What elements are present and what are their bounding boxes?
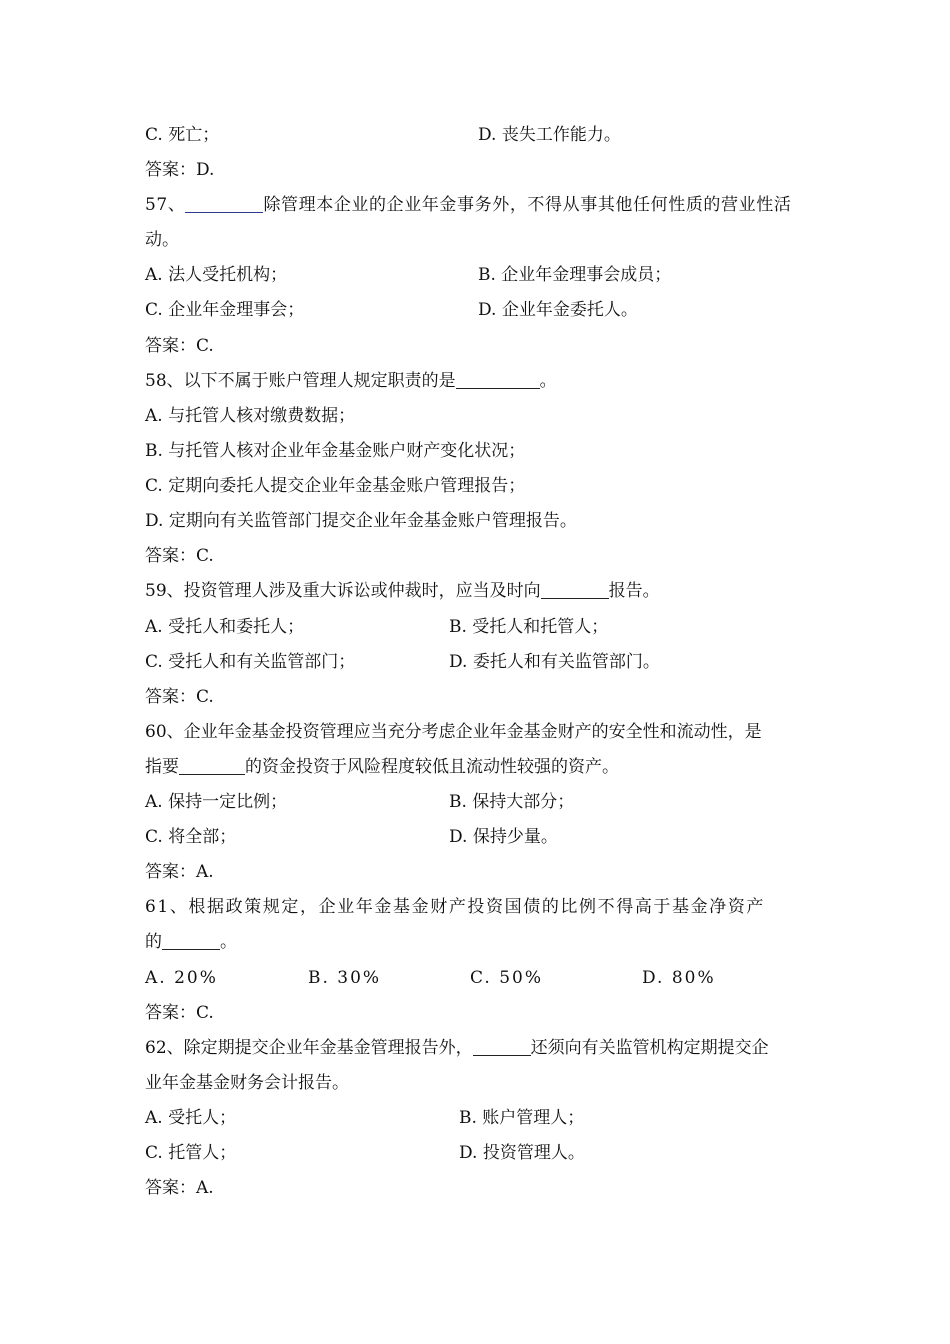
- q60-text-after: 的资金投资于风险程度较低且流动性较强的资产。: [245, 757, 619, 777]
- q61-text-before: 的: [145, 932, 162, 952]
- q58-answer: 答案：C.: [145, 546, 214, 566]
- q59-question: [145, 580, 845, 602]
- q62-text-before: 62、除定期提交企业年金基金管理报告外，: [145, 1038, 473, 1058]
- q57-option-d: D. 企业年金委托人。: [478, 300, 638, 320]
- q60-option-d: D. 保持少量。: [449, 827, 558, 847]
- q62-option-d: D. 投资管理人。: [459, 1143, 585, 1163]
- q61-option-d: D. 80%: [642, 968, 716, 988]
- q61-option-b: B. 30%: [308, 968, 382, 988]
- q58-option-c: C. 定期向委托人提交企业年金基金账户管理报告；: [145, 476, 526, 496]
- q57-text: 除管理本企业的企业年金事务外，不得从事其他任何性质的营业性活: [263, 195, 792, 215]
- q60-option-b: B. 保持大部分；: [449, 792, 575, 812]
- q62-question-line2: 业年金基金财务会计报告。: [145, 1073, 349, 1093]
- q62-text-after: 还须向有关监管机构定期提交企: [530, 1038, 769, 1058]
- q58-blank: [456, 370, 540, 389]
- q62-blank: [473, 1037, 531, 1056]
- q57-number: 57、: [145, 195, 186, 215]
- q59-option-b: B. 受托人和托管人；: [449, 617, 609, 637]
- q61-blank: [162, 931, 220, 950]
- q56-answer: 答案：D.: [145, 160, 215, 180]
- q62-option-b: B. 账户管理人；: [459, 1108, 585, 1128]
- q57-option-b: B. 企业年金理事会成员；: [478, 265, 672, 285]
- q59-option-c: C. 受托人和有关监管部门；: [145, 652, 356, 672]
- q56-option-d: D. 丧失工作能力。: [478, 125, 621, 145]
- q59-blank: [541, 580, 609, 599]
- q62-option-a: A. 受托人；: [145, 1108, 237, 1128]
- q60-blank: [179, 756, 245, 775]
- q59-option-a: A. 受托人和委托人；: [145, 617, 305, 637]
- q57-question: [145, 194, 845, 216]
- q61-question-line2: [145, 931, 845, 953]
- q57-option-c: C. 企业年金理事会；: [145, 300, 305, 320]
- q60-answer: 答案：A.: [145, 862, 214, 882]
- q58-question: [145, 370, 845, 392]
- q62-option-c: C. 托管人；: [145, 1143, 237, 1163]
- q60-option-c: C. 将全部；: [145, 827, 237, 847]
- q60-question-line2: [145, 756, 845, 778]
- q56-option-c: C. 死亡；: [145, 125, 220, 145]
- q57-answer: 答案：C.: [145, 336, 214, 356]
- q59-text-after: 报告。: [608, 581, 660, 601]
- q60-option-a: A. 保持一定比例；: [145, 792, 288, 812]
- q61-option-c: C. 50%: [470, 968, 543, 988]
- q59-answer: 答案：C.: [145, 687, 214, 707]
- q57-question-line2: 动。: [145, 230, 179, 250]
- q61-answer: 答案：C.: [145, 1003, 214, 1023]
- q58-option-d: D. 定期向有关监管部门提交企业年金基金账户管理报告。: [145, 511, 577, 531]
- q57-blank: [185, 194, 263, 213]
- q61-text-after: 。: [220, 932, 237, 952]
- q61-question-line1: 61、根据政策规定，企业年金基金财产投资国债的比例不得高于基金净资产: [145, 897, 766, 917]
- q60-question-line1: 60、企业年金基金投资管理应当充分考虑企业年金基金财产的安全性和流动性，是: [145, 722, 762, 742]
- q60-text-before: 指要: [145, 757, 179, 777]
- q61-option-a: A. 20%: [145, 968, 218, 988]
- q62-question-line1: [145, 1037, 845, 1059]
- q59-option-d: D. 委托人和有关监管部门。: [449, 652, 660, 672]
- q59-text-before: 59、投资管理人涉及重大诉讼或仲裁时，应当及时向: [145, 581, 541, 601]
- q58-option-b: B. 与托管人核对企业年金基金账户财产变化状况；: [145, 441, 526, 461]
- q58-text-before: 58、以下不属于账户管理人规定职责的是: [145, 371, 456, 391]
- q58-option-a: A. 与托管人核对缴费数据；: [145, 406, 356, 426]
- q58-text-after: 。: [539, 371, 557, 391]
- q62-answer: 答案：A.: [145, 1178, 214, 1198]
- q57-option-a: A. 法人受托机构；: [145, 265, 288, 285]
